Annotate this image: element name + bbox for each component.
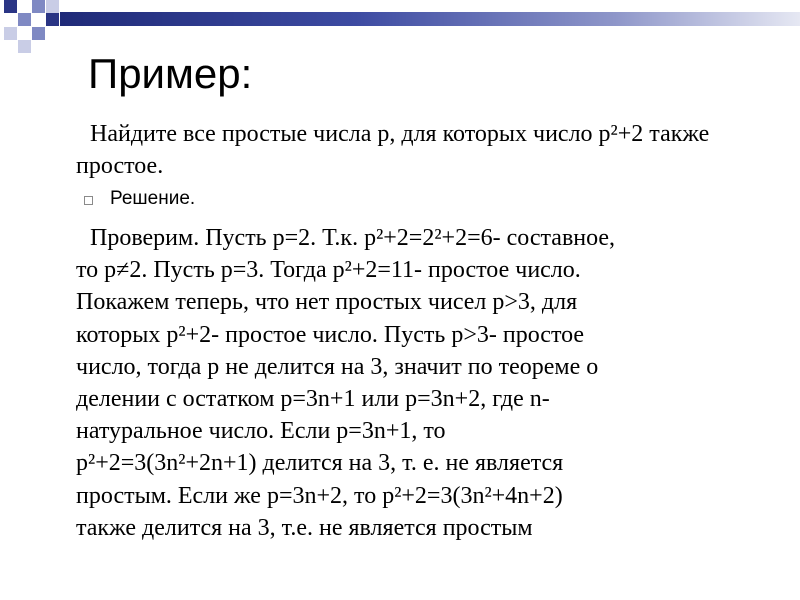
slide-title: Пример:: [88, 50, 253, 97]
solution-line: p²+2=3(3n²+2n+1) делится на 3, т. е. не является: [76, 450, 564, 477]
solution-line: делении с остатком p=3n+1 или p=3n+2, где n-: [76, 386, 550, 413]
header-gradient-bar: [60, 12, 800, 26]
solution-line: Покажем теперь, что нет простых чисел p>3, для: [76, 289, 578, 316]
solution-line: Проверим. Пусть p=2. Т.к. p²+2=2²+2=6- составное,: [90, 225, 616, 251]
solution-line: простым. Если же p=3n+2, то p²+2=3(3n²+4n+2): [76, 482, 563, 509]
hollow-square-bullet-icon: [84, 196, 93, 205]
solution-line: которых p²+2- простое число. Пусть p>3- простое: [76, 321, 585, 348]
decor-square: [32, 0, 45, 13]
decor-square: [18, 40, 31, 53]
decor-square: [18, 13, 31, 26]
task-statement: Найдите все простые числа p, для которых число p²+2 также простое.: [76, 121, 710, 179]
solution-heading: Решение.: [110, 188, 196, 209]
decor-square: [4, 0, 17, 13]
decor-square: [32, 27, 45, 40]
solution-bullet: [84, 188, 195, 210]
decor-square: [46, 13, 59, 26]
solution-line: то p≠2. Пусть p=3. Тогда p²+2=11- простое число.: [76, 257, 581, 284]
solution-line: натуральное число. Если p=3n+1, то: [76, 418, 446, 445]
decor-square: [46, 0, 59, 13]
decor-square: [4, 27, 17, 40]
solution-line: также делится на 3, т.е. не является простым: [76, 514, 533, 541]
solution-text: [76, 222, 756, 544]
solution-line: число, тогда p не делится на 3, значит по теореме о: [76, 353, 599, 380]
